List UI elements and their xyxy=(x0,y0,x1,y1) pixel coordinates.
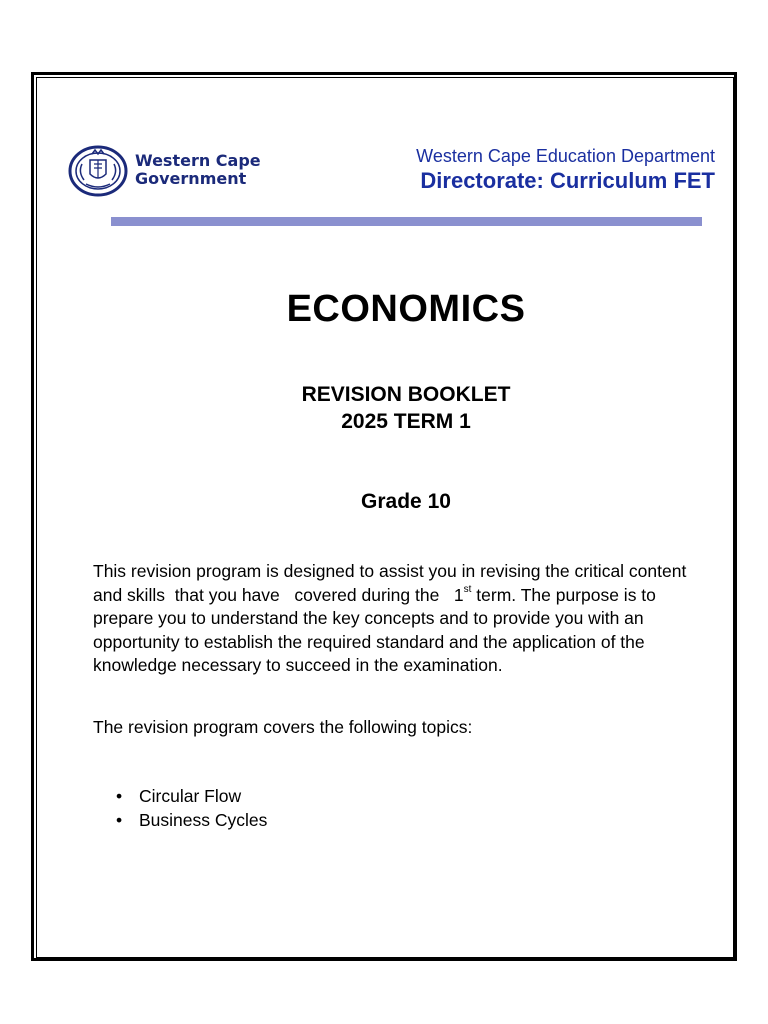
document-subtitle-line2: 2025 TERM 1 xyxy=(341,410,471,433)
bullet-icon: • xyxy=(116,786,123,806)
list-item xyxy=(116,808,267,832)
directorate-name: Directorate: Curriculum FET xyxy=(420,168,715,193)
header-divider xyxy=(111,217,702,226)
ordinal-superscript: st xyxy=(463,583,472,595)
topics-intro: The revision program covers the following topics: xyxy=(93,717,473,737)
intro-line-part: term. The purpose is to xyxy=(471,584,656,605)
topics-list xyxy=(116,784,267,832)
logo-line2: Government xyxy=(135,169,247,188)
intro-line-part: and skills that you have covered during the 1 xyxy=(93,584,464,605)
intro-line: knowledge necessary to succeed in the examination. xyxy=(93,655,503,675)
intro-line xyxy=(93,584,743,608)
grade-label: Grade 10 xyxy=(361,490,451,513)
intro-line: prepare you to understand the key concepts and to provide you with an xyxy=(93,608,644,628)
document-title: ECONOMICS xyxy=(286,288,526,330)
document-subtitle-line1: REVISION BOOKLET xyxy=(301,383,511,406)
list-item xyxy=(116,784,267,808)
intro-line: This revision program is designed to assist you in revising the critical content xyxy=(93,561,687,581)
bullet-icon: • xyxy=(116,810,123,830)
western-cape-government-logo xyxy=(68,144,278,198)
intro-line: opportunity to establish the required standard and the application of the xyxy=(93,631,645,652)
topic-label: Business Cycles xyxy=(139,810,268,830)
logo-line1: Western Cape xyxy=(135,151,261,170)
coat-of-arms-icon xyxy=(68,144,130,198)
department-heading xyxy=(416,145,715,195)
department-name: Western Cape Education Department xyxy=(416,146,715,166)
topic-label: Circular Flow xyxy=(139,786,242,806)
logo-wordmark xyxy=(135,152,261,188)
intro-paragraph xyxy=(93,560,743,678)
